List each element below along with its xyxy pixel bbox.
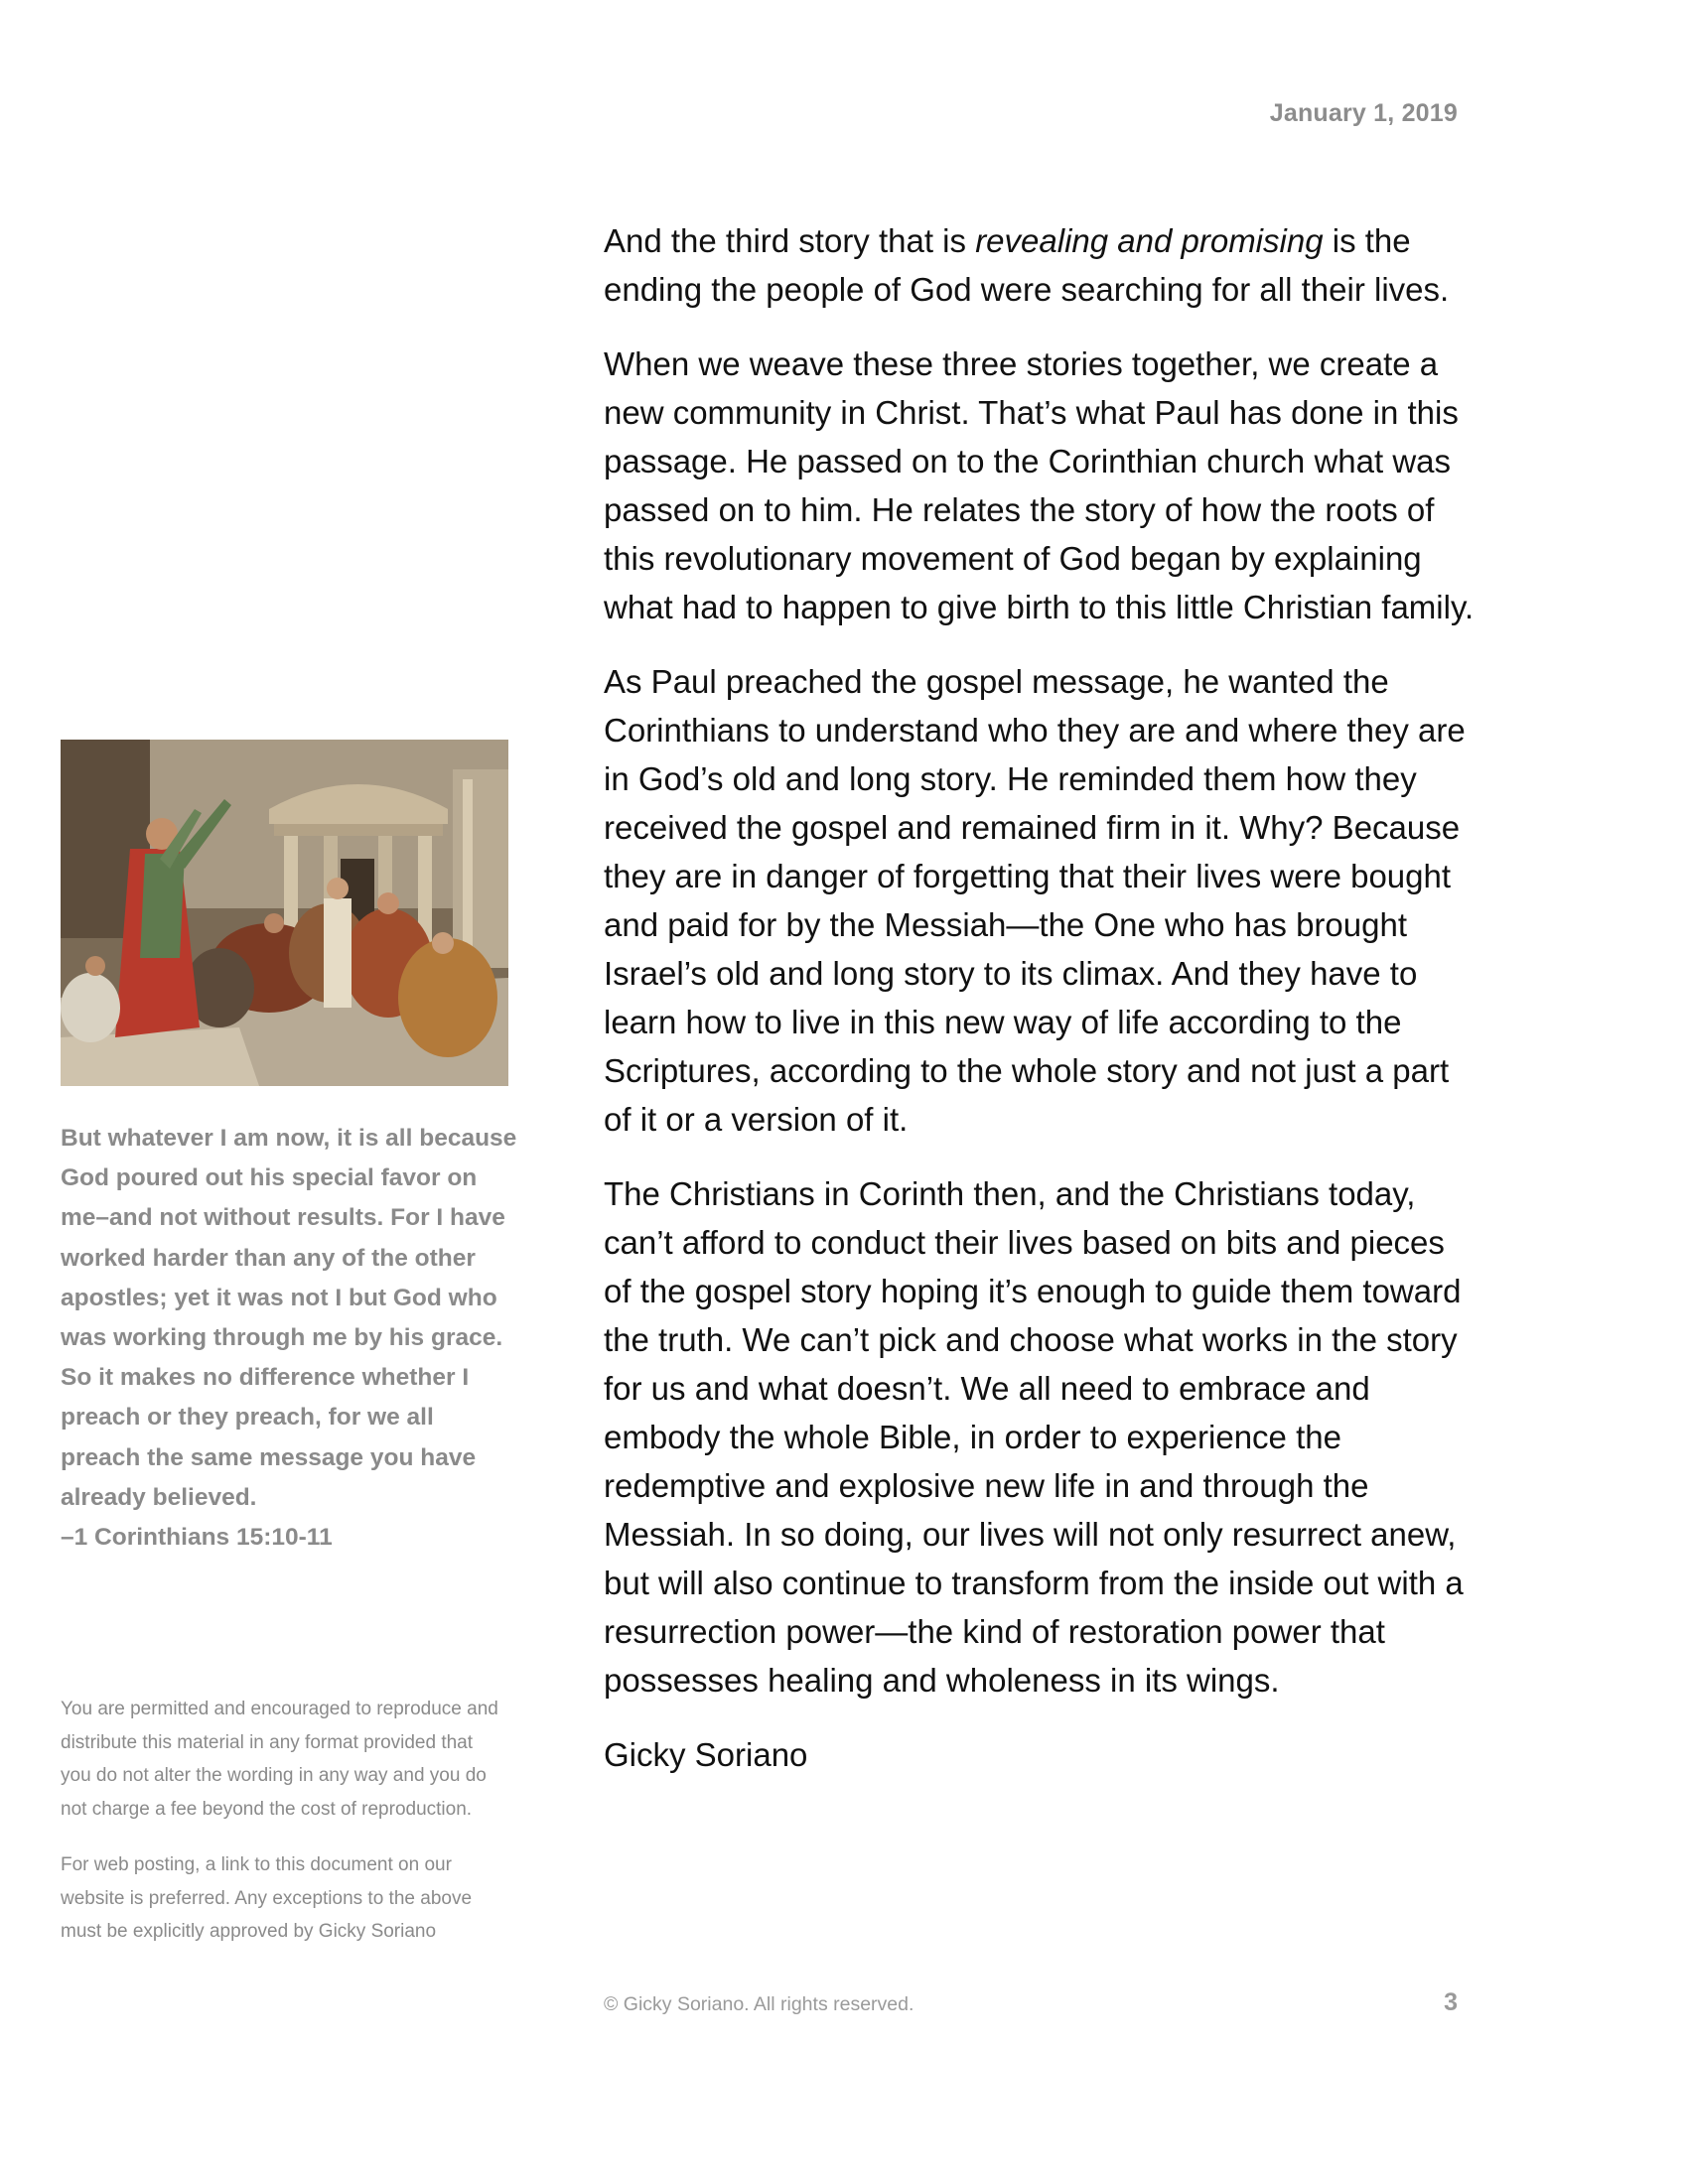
paragraph-2: When we weave these three stories together, we create a new community in Christ. That’s what Paul has done in this passage. He passed on to the Corinthian church what was passed on to him. He relates the story of how the roots of this revolutionary movement of God began by explaining what had to happen to give birth to this little Christian family.	[604, 345, 1475, 625]
painting-illustration	[61, 740, 508, 1086]
author-signature: Gicky Soriano	[604, 1736, 808, 1773]
paragraph-4: The Christians in Corinth then, and the Christians today, can’t afford to conduct their lives based on bits and pieces of the gospel story hoping it’s enough to guide them toward the truth. We can’t pick and choose what works in the story for us and what doesn’t. We all need to embrace and embody the whole Bible, in order to experience the redemptive and explosive new life in and through the Messiah. In so doing, our lives will not only resurrect anew, but will also continue to transform from the inside out with a resurrection power—the kind of restoration power that possesses healing and wholeness in its wings.	[604, 1175, 1464, 1699]
permission-note-1: You are permitted and encouraged to reproduce and distribute this material in any format provided that you do not alter the wording in any way and you do not charge a fee beyond the cost of reproduction.	[61, 1699, 498, 1820]
main-article	[604, 216, 1477, 1805]
paragraph-1-start: And the third story that is	[604, 222, 976, 259]
scripture-reference: –1 Corinthians 15:10-11	[61, 1524, 333, 1552]
scripture-quote-text: But whatever I am now, it is all because God poured out his special favor on me–and not without results. For I have worked harder than any of the other apostles; yet it was not I but God who was working through me by his grace. So it makes no difference whether I preach or they preach, for we all preach the same message you have already believed.	[61, 1125, 517, 1511]
paragraph-3: As Paul preached the gospel message, he wanted the Corinthians to understand who they are and where they are in God’s old and long story. He reminded them how they received the gospel and remained firm in it. Why? Because they are in danger of forgetting that their lives were bought and paid for by the Messiah—the One who has brought Israel’s old and long story to its climax. And they have to learn how to live in this new way of life according to the Scriptures, according to the whole story and not just a part of it or a version of it.	[604, 663, 1466, 1138]
paul-preaching-painting	[61, 740, 508, 1086]
permission-note-2: For web posting, a link to this document on our website is preferred. Any exceptions to the above must be explicitly approved by Gicky Soriano	[61, 1854, 473, 1942]
page-number: 3	[1444, 1988, 1458, 2016]
paragraph-1-end: is the ending the people of God were searching for all their lives.	[604, 222, 1450, 308]
copyright-notice: © Gicky Soriano. All rights reserved.	[604, 1993, 914, 2015]
paragraph-1-emphasis: revealing and promising	[975, 222, 1324, 259]
page-date: January 1, 2019	[1269, 99, 1458, 127]
usage-permissions	[61, 1693, 507, 1972]
scripture-quote	[61, 1119, 517, 1558]
paragraph-1	[604, 216, 1477, 314]
